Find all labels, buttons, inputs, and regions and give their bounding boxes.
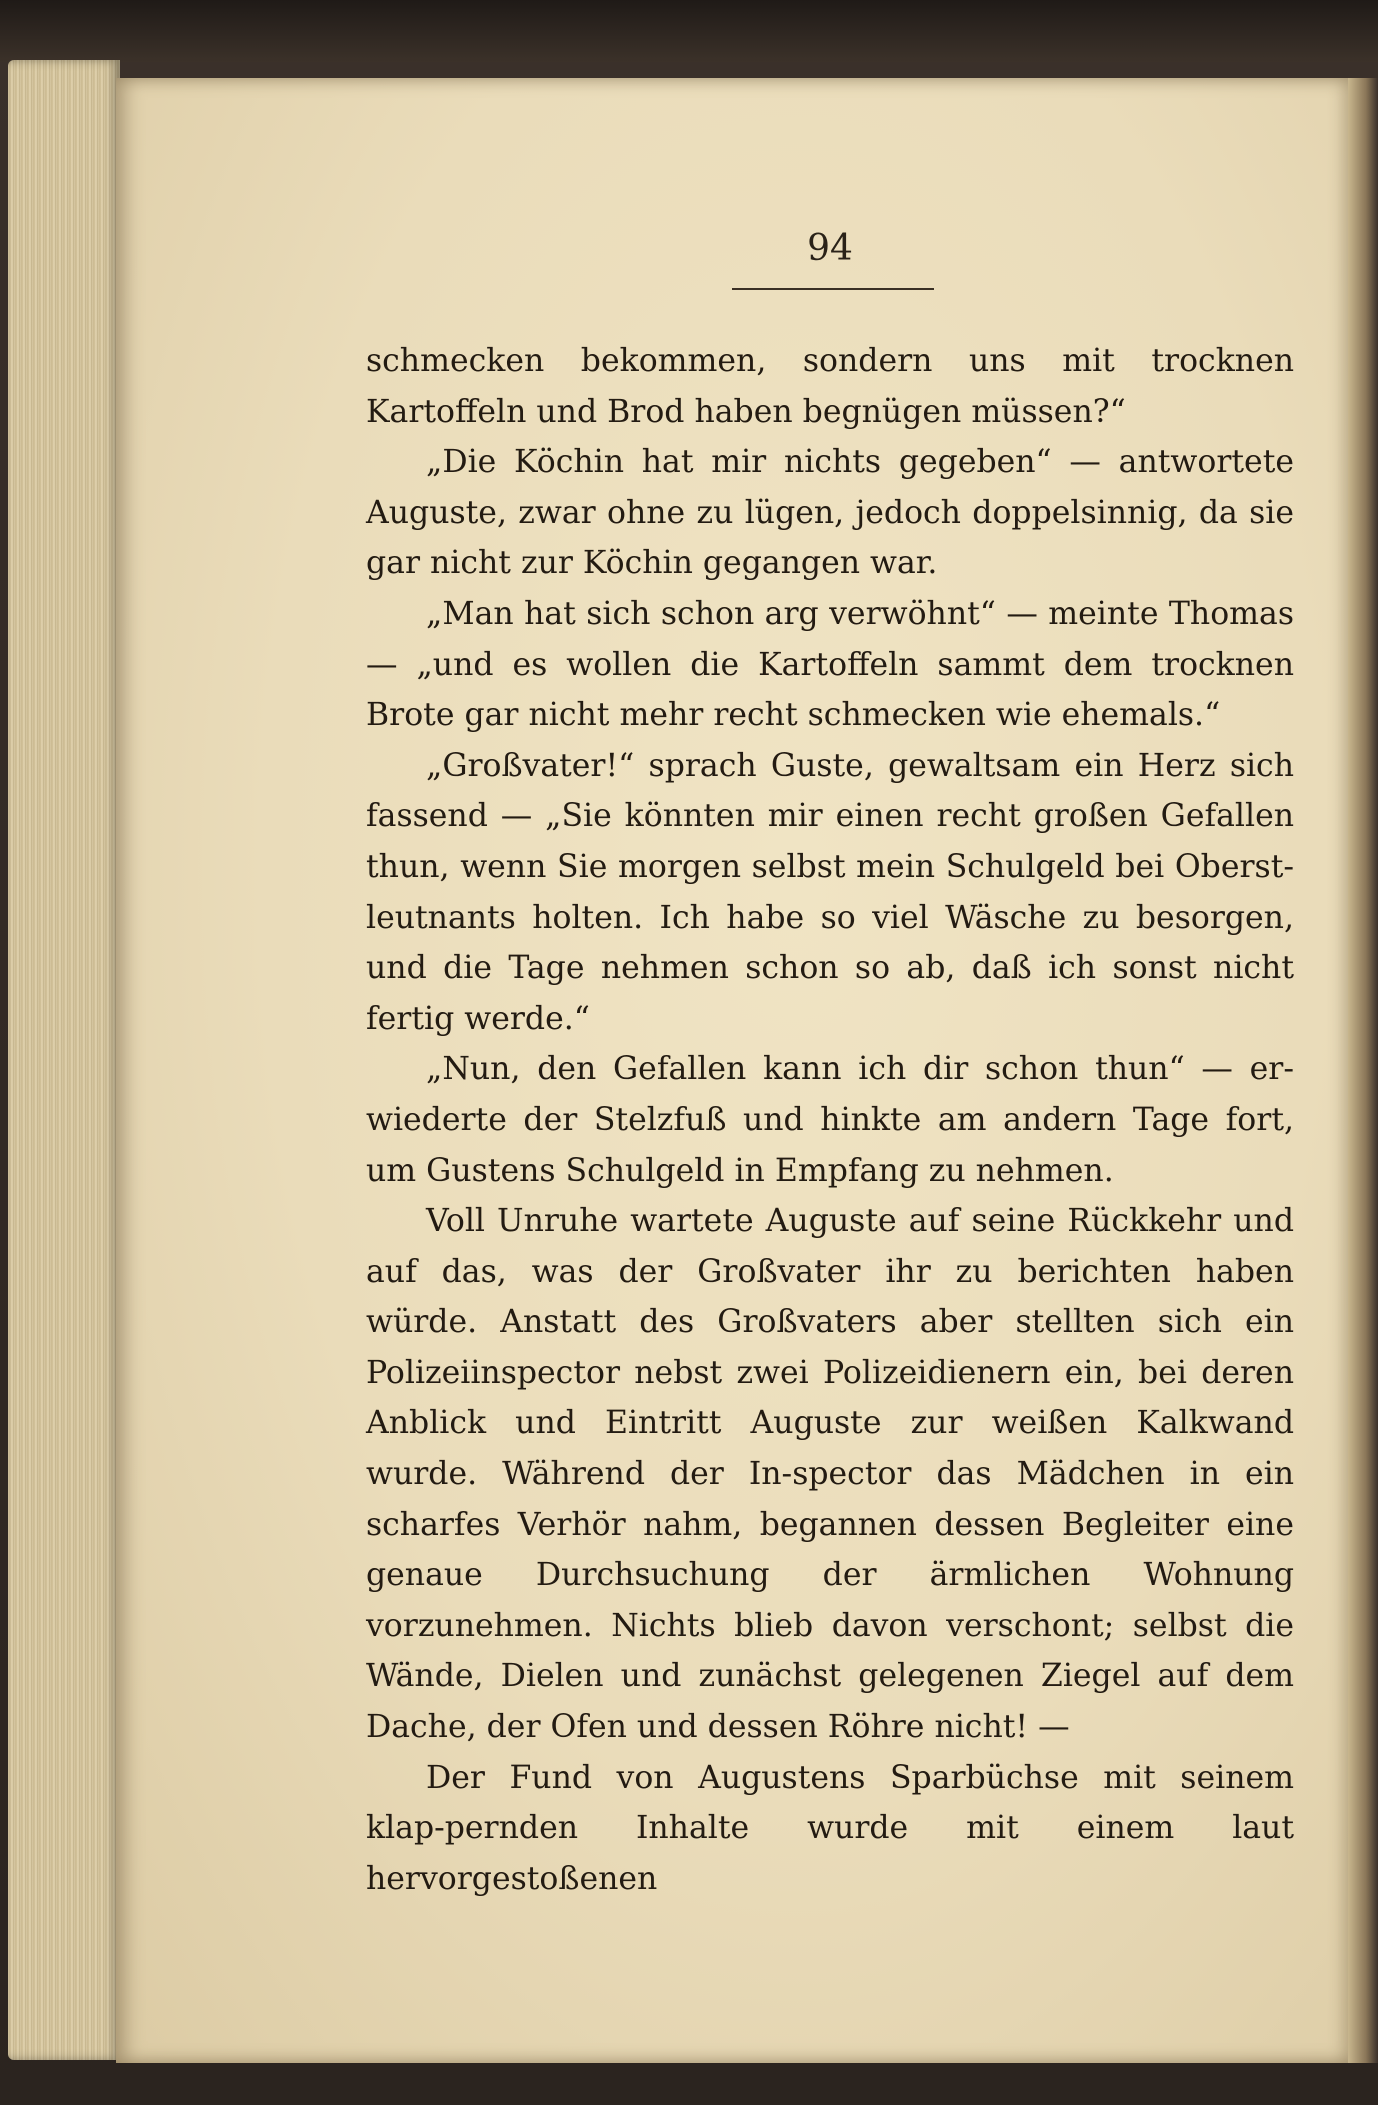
book-cover-top (0, 0, 1378, 62)
paragraph: Voll Unruhe wartete Auguste auf seine Rückkehr und auf das, was der Großvater ihr zu berichten haben würde. Anstatt des Großvaters aber stellten sich ein Polizeiinspector nebst zwei Polizeidienern ein, bei deren Anblick und Eintritt Auguste zur weißen Kalkwand wurde. Während der In-spector das Mädchen in ein scharfes Verhör nahm, begannen dessen Begleiter eine genaue Durchsuchung der ärmlichen Wohnung vorzunehmen. Nichts blieb davon verschont; selbst die Wände, Dielen und zunächst gelegenen Ziegel auf dem Dache, der Ofen und dessen Röhre nicht! — (366, 1203, 1294, 1746)
paragraph: schmecken bekommen, sondern uns mit trocknen Kartoffeln und Brod haben begnügen müssen?“ (366, 343, 1294, 430)
page-text (366, 336, 1294, 1904)
right-page-edge (1348, 78, 1378, 2063)
page-edges (8, 60, 120, 2060)
paragraph: „Die Köchin hat mir nichts gegeben“ — antwortete Auguste, zwar ohne zu lügen, jedoch doppelsinnig, da sie gar nicht zur Köchin gegangen war. (366, 444, 1294, 582)
paragraph: „Man hat sich schon arg verwöhnt“ — meinte Thomas — „und es wollen die Kartoffeln sammt dem trocknen Brote gar nicht mehr recht schmecken wie ehemals.“ (366, 595, 1294, 734)
page-number: 94 (807, 228, 853, 269)
paragraph: Der Fund von Augustens Sparbüchse mit seinem klap-pernden Inhalte wurde mit einem laut hervorgestoßenen (366, 1759, 1294, 1897)
paragraph: „Nun, den Gefallen kann ich dir schon thun“ — er-wiederte der Stelzfuß und hinkte am andern Tage fort, um Gustens Schulgeld in Empfang zu nehmen. (366, 1051, 1294, 1189)
paragraph: „Großvater!“ sprach Guste, gewaltsam ein Herz sich fassend — „Sie könnten mir einen recht großen Gefallen thun, wenn Sie morgen selbst mein Schulgeld bei Oberst-leutnants holten. Ich habe so viel Wäsche zu besorgen, und die Tage nehmen schon so ab, daß ich sonst nicht fertig werde.“ (366, 747, 1294, 1037)
header-rule (732, 288, 934, 290)
